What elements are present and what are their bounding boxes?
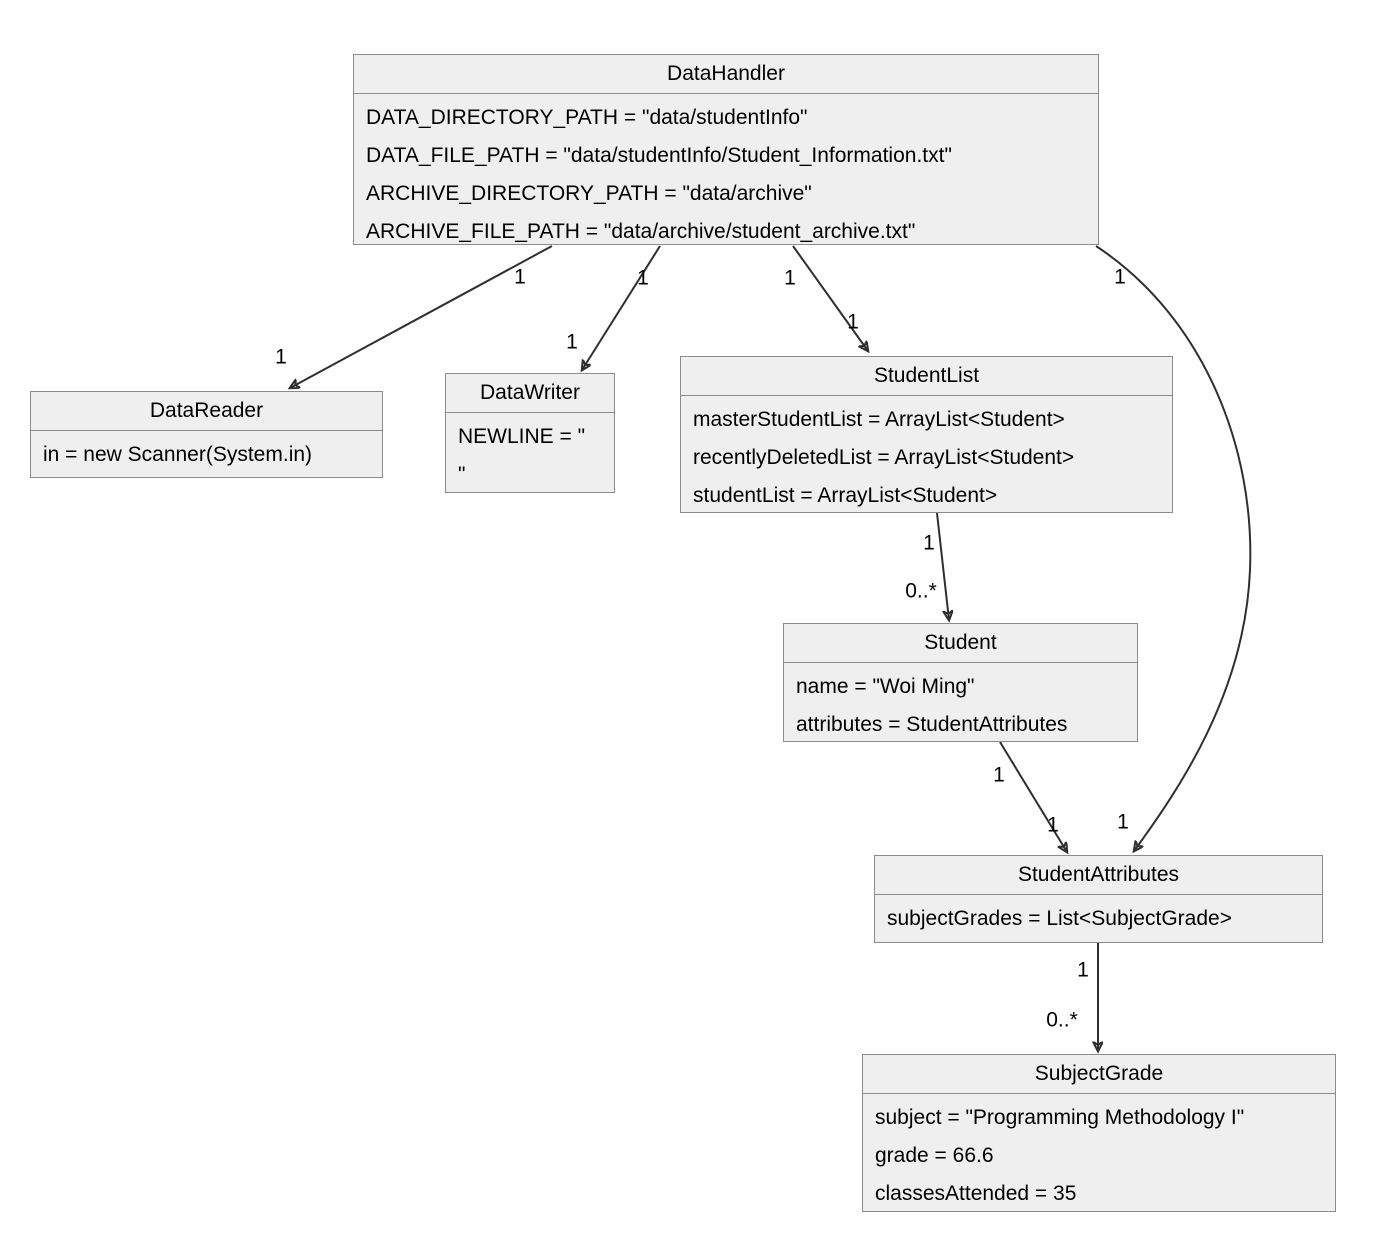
- multiplicity-label: 1: [637, 266, 649, 290]
- multiplicity-label: 1: [1114, 265, 1126, 289]
- attribute-line: NEWLINE = ": [458, 425, 586, 448]
- attribute-line: attributes = StudentAttributes: [796, 713, 1068, 736]
- class-box-studentlist: [680, 356, 1173, 513]
- multiplicity-label: 1: [1047, 813, 1059, 837]
- class-box-datawriter: [445, 373, 615, 493]
- class-title-datareader: DataReader: [31, 392, 382, 431]
- attribute-line: grade = 66.6: [875, 1144, 994, 1167]
- class-title-datawriter: DataWriter: [446, 374, 614, 413]
- multiplicity-label: 1: [1117, 810, 1129, 834]
- multiplicity-label: 1: [275, 345, 287, 369]
- class-attributes-subjectgrade: [863, 1094, 1335, 1213]
- attribute-line: ": [458, 463, 466, 486]
- class-box-student: [783, 623, 1138, 742]
- multiplicity-label: 1: [566, 330, 578, 354]
- class-box-datahandler: [353, 54, 1099, 245]
- class-title-studentattributes: StudentAttributes: [875, 856, 1322, 895]
- class-box-studentattributes: [874, 855, 1323, 943]
- attribute-line: name = "Woi Ming": [796, 675, 975, 698]
- class-box-subjectgrade: [862, 1054, 1336, 1212]
- class-attributes-datareader: [31, 431, 382, 474]
- multiplicity-label: 1: [993, 763, 1005, 787]
- class-attributes-student: [784, 663, 1137, 744]
- attribute-line: DATA_FILE_PATH = "data/studentInfo/Student_Information.txt": [366, 144, 952, 167]
- class-attributes-studentlist: [681, 396, 1172, 515]
- class-attributes-datahandler: [354, 94, 1098, 251]
- multiplicity-label: 1: [1077, 958, 1089, 982]
- edge-datahandler-to-datareader: [290, 246, 552, 388]
- class-box-datareader: [30, 391, 383, 478]
- multiplicity-label: 0..*: [905, 579, 937, 603]
- class-title-datahandler: DataHandler: [354, 55, 1098, 94]
- class-title-subjectgrade: SubjectGrade: [863, 1055, 1335, 1094]
- edge-datahandler-to-studentlist: [793, 246, 868, 351]
- edge-studentlist-to-student: [937, 513, 949, 620]
- class-attributes-studentattributes: [875, 895, 1322, 938]
- multiplicity-label: 1: [923, 531, 935, 555]
- attribute-line: classesAttended = 35: [875, 1182, 1077, 1205]
- attribute-line: ARCHIVE_FILE_PATH = "data/archive/student_archive.txt": [366, 220, 916, 243]
- class-title-studentlist: StudentList: [681, 357, 1172, 396]
- multiplicity-label: 0..*: [1046, 1008, 1078, 1032]
- class-attributes-datawriter: [446, 413, 614, 494]
- class-title-student: Student: [784, 624, 1137, 663]
- attribute-line: in = new Scanner(System.in): [43, 443, 313, 466]
- attribute-line: masterStudentList = ArrayList<Student>: [693, 408, 1065, 431]
- attribute-line: studentList = ArrayList<Student>: [693, 484, 998, 507]
- attribute-line: subject = "Programming Methodology I": [875, 1106, 1245, 1129]
- attribute-line: recentlyDeletedList = ArrayList<Student>: [693, 446, 1075, 469]
- attribute-line: subjectGrades = List<SubjectGrade>: [887, 907, 1232, 930]
- attribute-line: DATA_DIRECTORY_PATH = "data/studentInfo": [366, 106, 808, 129]
- edge-datahandler-to-datawriter: [582, 246, 660, 370]
- attribute-line: ARCHIVE_DIRECTORY_PATH = "data/archive": [366, 182, 812, 205]
- edge-datahandler-to-studentattributes: [1096, 246, 1250, 851]
- multiplicity-label: 1: [784, 266, 796, 290]
- multiplicity-label: 1: [847, 310, 859, 334]
- multiplicity-label: 1: [514, 265, 526, 289]
